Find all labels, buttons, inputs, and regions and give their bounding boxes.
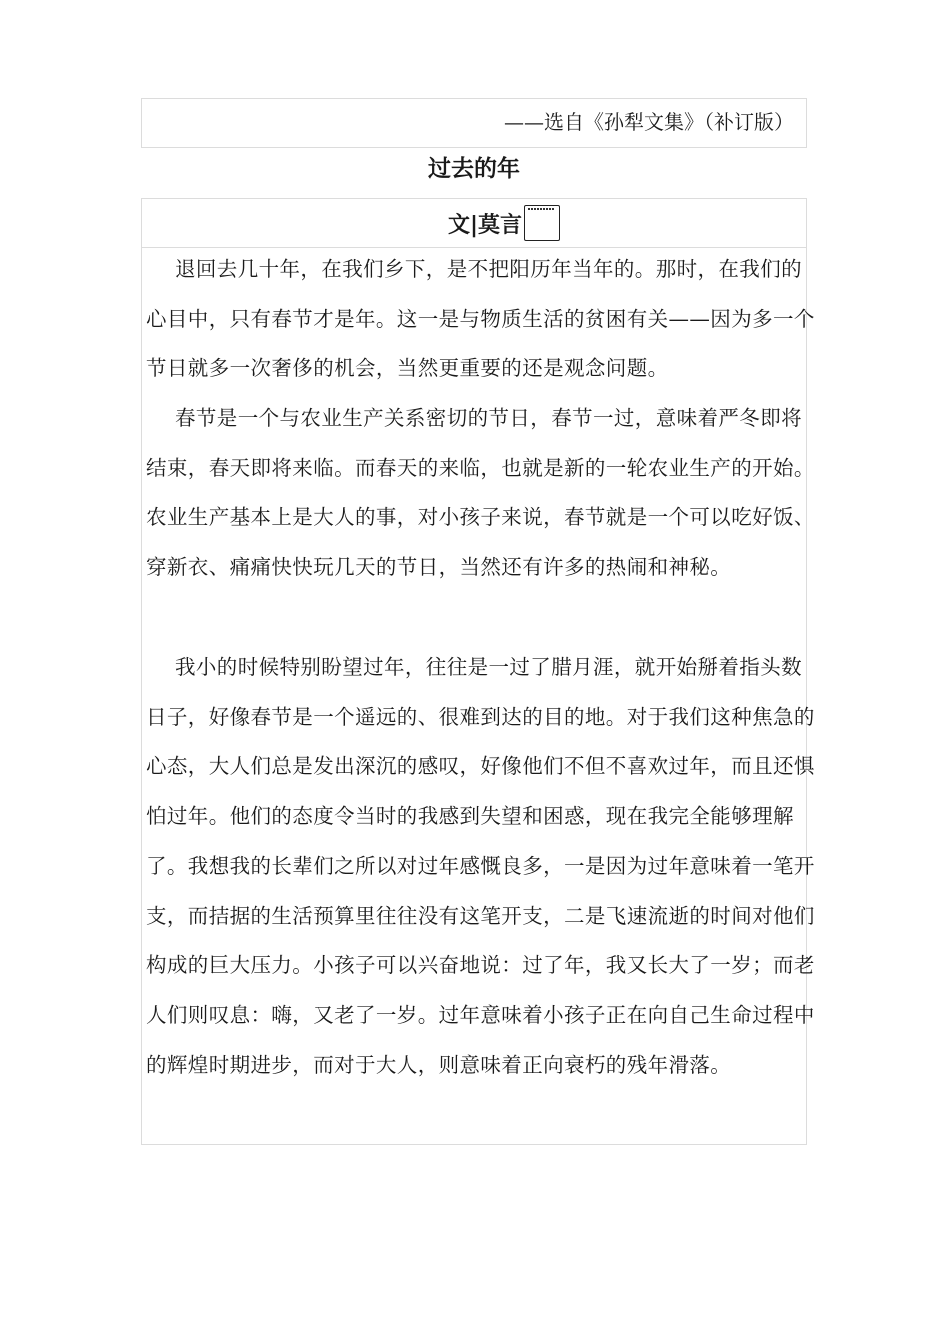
paragraph-3: 我小的时候特别盼望过年，往往是一过了腊月涯，就开始掰着指头数日子，好像春节是一个遥远的、很难到达的目的地。对于我们这种焦急的心态，大人们总是发出深沉的感叹，好像他们不但不喜欢过年，而且还惧怕过年。他们的态度令当时的我感到失望和困惑，现在我完全能够理解了。我想我的长辈们之所以对过年感慨良多，一是因为过年意味着一笔开支，而拮据的生活预算里往往没有这笔开支，二是飞速流逝的时间对他们构成的巨大压力。小孩子可以兴奋地说：过了年，我又长大了一岁；而老人们则叹息：嗨，又老了一岁。过年意味着小孩子正在向自己生命过程中的辉煌时期进步，而对于大人，则意味着正向衰朽的残年滑落。 (146, 655, 815, 1077)
article-body (141, 248, 815, 1145)
source-citation-box (141, 98, 807, 148)
article-title: 过去的年 (428, 156, 520, 182)
author-line (142, 208, 806, 244)
author-box (141, 198, 807, 248)
paragraph-1: 退回去几十年，在我们乡下，是不把阳历年当年的。那时，在我们的心目中，只有春节才是年。这一是与物质生活的贫困有关——因为多一个节日就多一次奢侈的机会，当然更重要的还是观念问题。 (146, 257, 815, 381)
author-byline: 文|莫言 (447, 213, 523, 238)
source-citation: ——选自《孙犁文集》（补订版） (504, 110, 794, 134)
paragraph-2: 春节是一个与农业生产关系密切的节日，春节一过，意味着严冬即将结束，春天即将来临。而春天的来临，也就是新的一轮农业生产的开始。农业生产基本上是大人的事，对小孩子来说，春节就是一个可以吃好饭、穿新衣、痛痛快快玩几天的节日，当然还有许多的热闹和神秘。 (146, 406, 815, 580)
image-thumbnail-icon (524, 205, 560, 241)
